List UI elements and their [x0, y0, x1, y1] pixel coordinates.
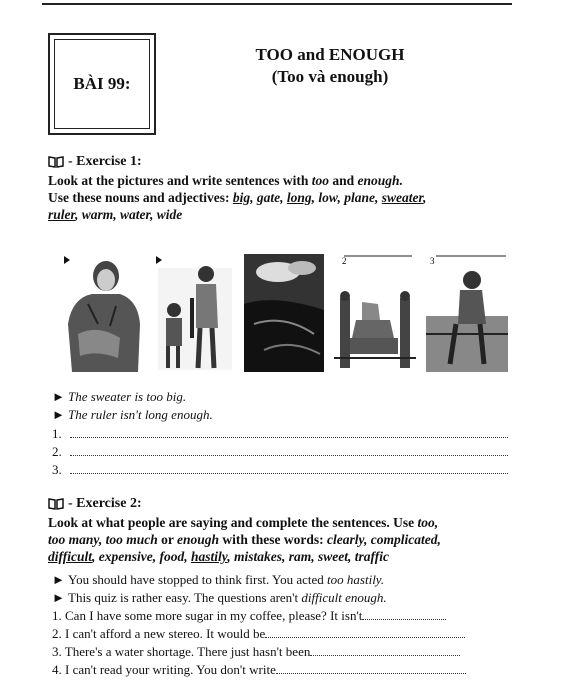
- instr-keyword-too: too: [311, 173, 330, 188]
- answer-blank[interactable]: [310, 644, 460, 656]
- answer-number: 1.: [52, 426, 62, 441]
- ex2-item-3-text: 3. There's a water shortage. There just hasn't been: [52, 644, 311, 659]
- answer-number: 2.: [52, 444, 62, 459]
- answer-blank[interactable]: [70, 462, 508, 474]
- ex2-item[interactable]: [52, 625, 517, 642]
- instr-text: and: [329, 173, 358, 188]
- top-rule: [42, 3, 512, 5]
- pointer-arrow-icon: ►: [52, 389, 65, 404]
- instr-text: Look at the pictures and write sentences with: [48, 173, 312, 188]
- exercise-1-pictures: [58, 248, 510, 380]
- picture-sweater: [58, 254, 146, 372]
- answer-number: 3.: [52, 462, 62, 477]
- pointer-arrow-icon: ►: [52, 590, 65, 605]
- word-food: food: [159, 549, 185, 564]
- instr-text: Look at what people are saying and complete the sentences. Use: [48, 515, 418, 530]
- lesson-box: [48, 33, 156, 135]
- example-2-text: The ruler isn't long enough.: [68, 407, 213, 422]
- exercise-1-instructions: Look at the pictures and write sentences with too and enough. Use these nouns and adjectives: big, gate, long, low, plane, sweater, ruler, warm, water, wide: [48, 173, 427, 222]
- picture-ruler: [154, 254, 236, 372]
- open-book-icon: [48, 498, 64, 510]
- ex2-item-4-text: 4. I can't read your writing. You don't write: [52, 662, 276, 677]
- open-book-icon: [48, 156, 64, 168]
- ex2-item[interactable]: [52, 661, 517, 678]
- ex2-example-1-text: You should have stopped to think first. You acted: [68, 572, 328, 587]
- ex2-example-2-text: This quiz is rather easy. The questions aren't: [68, 590, 302, 605]
- exercise-1-title: - Exercise 1:: [68, 154, 142, 169]
- answer-line[interactable]: [52, 425, 517, 442]
- ex2-example-1: [52, 571, 517, 588]
- example-1-text: The sweater is too big.: [68, 389, 187, 404]
- picture-number-3: 3: [430, 256, 435, 266]
- word-sweater: sweater: [381, 190, 423, 205]
- example-2: [52, 406, 517, 423]
- word-clearly: clearly: [327, 532, 365, 547]
- word-difficult: difficult: [48, 549, 93, 564]
- title-block: [190, 44, 470, 88]
- picture-number-2: 2: [342, 256, 347, 266]
- answer-blank[interactable]: [362, 608, 446, 620]
- answer-blank[interactable]: [70, 426, 508, 438]
- exercise-2-heading: [48, 496, 142, 512]
- ex2-item[interactable]: [52, 643, 517, 660]
- exercise-2-instructions: Look at what people are saying and complete the sentences. Use too, too many, too much or enough with these words: clearly, complicated, difficult, expensive, food, hastily, mistakes, ram, sweet, traffic: [48, 515, 441, 564]
- word-big: big: [232, 190, 251, 205]
- lesson-label: BÀI 99:: [54, 39, 150, 129]
- exercise-1-heading: [48, 154, 142, 170]
- ex2-example-2: [52, 589, 517, 606]
- pointer-arrow-icon: ►: [52, 572, 65, 587]
- answer-line[interactable]: [52, 461, 517, 478]
- word-ram: ram: [288, 549, 312, 564]
- word-traffic: traffic: [354, 549, 390, 564]
- word-ruler: ruler: [48, 207, 76, 222]
- ex2-item-1-text: 1. Can I have some more sugar in my coffee, please? It isn't: [52, 608, 363, 623]
- picture-gate: [334, 254, 416, 372]
- picture-landscape: [244, 254, 324, 372]
- example-1: [52, 388, 517, 405]
- word-warm: warm: [81, 207, 114, 222]
- picture-cold: [426, 254, 508, 372]
- word-gate: gate: [256, 190, 281, 205]
- instr-text: or: [157, 532, 178, 547]
- word-wide: wide: [156, 207, 183, 222]
- instr-keyword-too: too,: [417, 515, 439, 530]
- exercise-2-title: - Exercise 2:: [68, 496, 142, 511]
- word-low: low: [318, 190, 338, 205]
- answer-blank[interactable]: [265, 626, 465, 638]
- word-plane: plane: [344, 190, 375, 205]
- word-mistakes: mistakes: [234, 549, 283, 564]
- instr-keyword-enough: enough: [177, 532, 220, 547]
- page-subtitle: (Too và enough): [271, 67, 389, 86]
- ex2-item-2-text: 2. I can't afford a new stereo. It would be: [52, 626, 266, 641]
- instr-keyword-enough: enough.: [357, 173, 403, 188]
- answer-blank[interactable]: [70, 444, 508, 456]
- word-water: water: [120, 207, 151, 222]
- ex2-example-1-answer: too hastily.: [327, 572, 385, 587]
- instr-keyword-too-many-much: too many, too much: [48, 532, 158, 547]
- ex2-example-2-answer: difficult enough.: [301, 590, 387, 605]
- instr-text: with these words:: [219, 532, 328, 547]
- word-sweet: sweet: [318, 549, 349, 564]
- page-title: TOO and ENOUGH: [255, 45, 405, 64]
- ex2-item[interactable]: [52, 607, 517, 624]
- word-complicated: complicated: [370, 532, 438, 547]
- word-long: long: [286, 190, 312, 205]
- answer-blank[interactable]: [276, 662, 466, 674]
- word-expensive: expensive: [98, 549, 153, 564]
- answer-line[interactable]: [52, 443, 517, 460]
- word-hastily: hastily: [191, 549, 228, 564]
- instr-text: Use these nouns and adjectives:: [48, 190, 233, 205]
- pointer-arrow-icon: ►: [52, 407, 65, 422]
